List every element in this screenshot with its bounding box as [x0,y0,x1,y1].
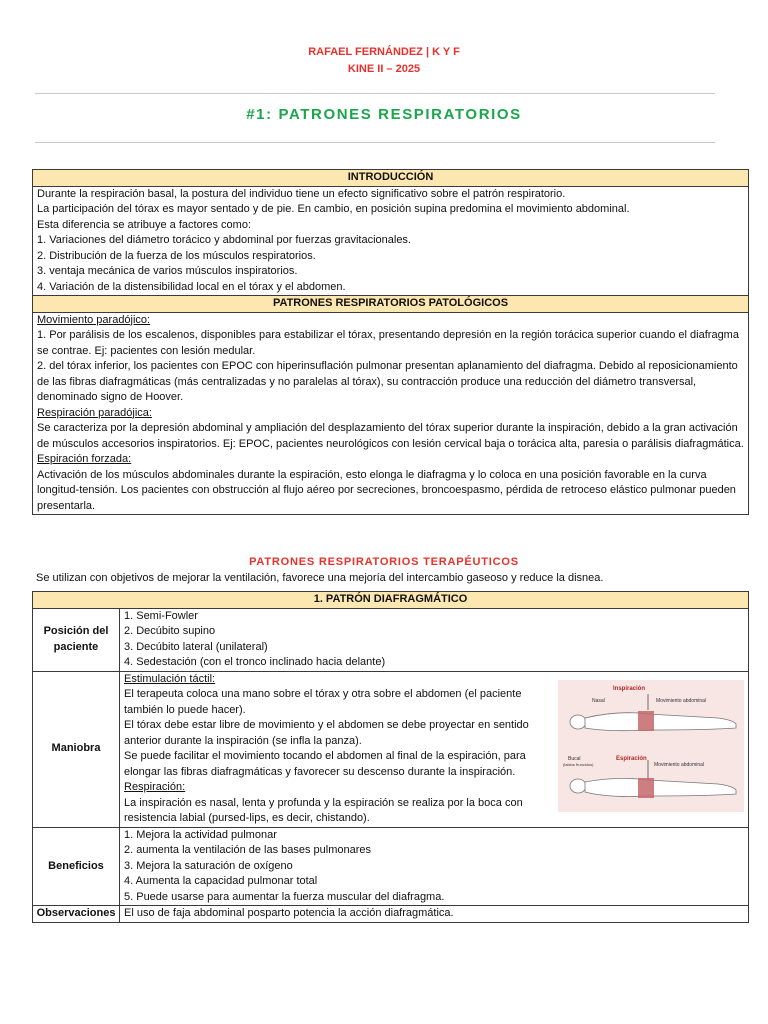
list-item: 3. Mejora la saturación de oxígeno [124,859,293,872]
intro-line: La participación del tórax es mayor sentado y de pie. En cambio, en posición supina predomina el movimiento abdominal. [37,203,630,215]
subheading-espiracion: Espiración forzada: [37,453,132,465]
list-item: 1. Semi-Fowler [124,609,198,622]
course-line: KINE II – 2025 [347,63,421,75]
paragraph: 2. del tórax inferior, los pacientes con EPOC con hiperinsuflación pulmonar presentan aplanamiento del diafragma. Debido al reposicionamiento de las fibras diafragmáticas (más centralizadas y no paralelas al tórax), su contracción produce una reducción del diámetro transversal, denominado signo de Hoover. [37,360,738,403]
paragraph: Se puede facilitar el movimiento tocando el abdomen al final de la espiración, para elongar las fibras diafragmáticas y favorecer su descenso durante la inspiración. [124,750,526,778]
author-line: RAFAEL FERNÁNDEZ | K Y F [308,46,460,58]
divider-bottom [35,142,715,143]
subheading-respiracion-2: Respiración: [124,781,186,793]
label-labios: (labios fruncidos) [563,761,594,767]
maniobra-cell [120,671,749,827]
label-nasal: Nasal [592,697,605,704]
posicion-list [120,608,749,671]
breathing-illustration [558,680,744,812]
row-label-observaciones: Observaciones [33,906,120,923]
paragraph: Se caracteriza por la depresión abdominal y ampliación del desplazamiento del tórax superior durante la inspiración, debido a la gran activación de músculos accesorios inspiratorios. Ej: EPOC, pacientes neurológicos con lesión cervical baja o torácica alta, paresia o parálisis diafragmática. [37,422,744,450]
subheading-movimiento: Movimiento paradójico: [37,313,151,326]
list-item: 5. Puede usarse para aumentar la fuerza muscular del diafragma. [124,890,445,903]
beneficios-list [120,827,749,906]
list-item: 4. Aumenta la capacidad pulmonar total [124,875,318,887]
intro-line: 2. Distribución de la fuerza de los músculos respiratorios. [37,249,316,262]
intro-table [32,169,749,515]
intro-line: Esta diferencia se atribuye a factores como: [37,218,251,231]
label-inspiracion: Inspiración [613,685,646,692]
intro-line: 3. ventaja mecánica de varios músculos inspiratorios. [37,265,298,277]
therapeutic-intro: Se utilizan con objetivos de mejorar la ventilación, favorece una mejoría del intercambio gaseoso y reduce la disnea. [36,572,604,584]
pathological-body [33,312,749,515]
therapeutic-heading: PATRONES RESPIRATORIOS TERAPÉUTICOS [249,556,519,568]
divider-top [35,93,715,94]
diaphragm-table [32,591,749,923]
paragraph: La inspiración es nasal, lenta y profunda y la espiración se realiza por la boca con resistencia labial (pursed-lips, es decir, chistando). [124,796,523,824]
label-mov-bottom: Movimiento abdominal [654,761,705,768]
pathological-heading: PATRONES RESPIRATORIOS PATOLÓGICOS [33,296,749,313]
paragraph: Activación de los músculos abdominales durante la espiración, esto elonga le diafragma y lo coloca en una posición favorable en la curva longitud-tensión. Los pacientes con obstrucción al flujo aéreo por secreciones, broncoespasmo, pérdida de retroceso elástico pulmonar pueden presentarla. [37,468,736,512]
paragraph: El tórax debe estar libre de movimiento y el abdomen se debe proyectar en sentido anterior durante la inspiración (se infla la panza). [124,719,529,747]
intro-line: 4. Variación de la distensibilidad local en el tórax y el abdomen. [37,280,346,293]
paragraph: 1. Por parálisis de los escalenos, disponibles para estabilizar el tórax, presentando depresión en la región torácica superior cuando el diafragma se contrae. Ej: pacientes con lesión medular. [37,329,739,357]
intro-heading: INTRODUCCIÓN [33,170,749,187]
intro-line: 1. Variaciones del diámetro torácico y abdominal por fuerzas gravitacionales. [37,234,411,246]
list-item: 2. aumenta la ventilación de las bases pulmonares [124,844,372,856]
row-label-posicion: Posición del paciente [33,608,120,671]
page-title: #1: PATRONES RESPIRATORIOS [246,106,522,123]
intro-body [33,186,749,296]
subheading-estimulacion: Estimulación táctil: [124,672,216,685]
row-label-beneficios: Beneficios [33,827,120,906]
intro-line: Durante la respiración basal, la postura del individuo tiene un efecto significativo sobre el patrón respiratorio. [37,187,566,200]
list-item: 1. Mejora la actividad pulmonar [124,828,277,841]
list-item: 2. Decúbito supino [124,625,216,637]
subheading-respiracion: Respiración paradójica: [37,406,152,419]
list-item: 3. Decúbito lateral (unilateral) [124,640,268,653]
paragraph: El terapeuta coloca una mano sobre el tórax y otra sobre el abdomen (el paciente también lo puede hacer). [124,688,522,716]
list-item: 4. Sedestación (con el tronco inclinado hacia delante) [124,656,386,668]
label-espiracion: Espiración [616,755,647,762]
label-bucal: Bucal [568,755,581,762]
row-label-maniobra: Maniobra [33,671,120,827]
observaciones-text: El uso de faja abdominal posparto potencia la acción diafragmática. [120,906,749,923]
label-mov-top: Movimiento abdominal [656,697,707,704]
diaphragm-heading: 1. PATRÓN DIAFRAGMÁTICO [33,592,749,609]
